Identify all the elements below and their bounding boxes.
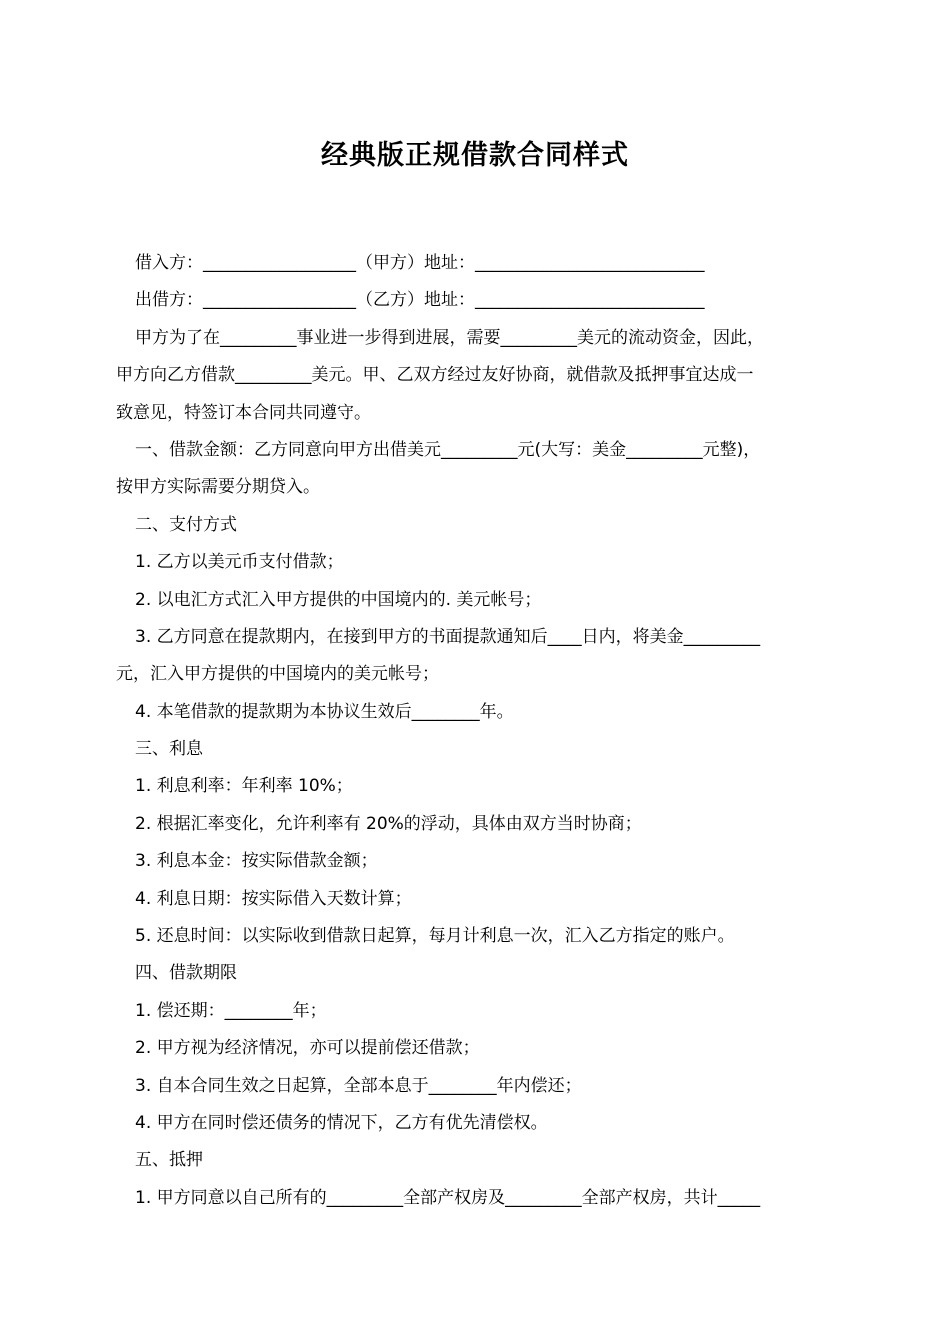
list-item: 2. 甲方视为经济情况，亦可以提前偿还借款；: [135, 1038, 480, 1059]
list-item: 1. 乙方以美元币支付借款；: [135, 552, 344, 573]
list-item: 1. 利息利率：年利率 10%；: [135, 776, 353, 797]
section-heading-mortgage: 五、抵押: [135, 1150, 203, 1171]
text-line-borrower: 借入方：__________________（甲方）地址：___________________________: [135, 253, 705, 273]
list-item: 4. 利息日期：按实际借入天数计算；: [135, 888, 412, 909]
text-line-preamble-1: 甲方为了在_________事业进一步得到进展，需要_________美元的流动资金，因此，: [135, 327, 764, 348]
list-item: 1. 偿还期：________年；: [135, 1000, 327, 1021]
text-line-loan-amount-cont: 按甲方实际需要分期贷入。: [116, 477, 320, 498]
section-heading-term: 四、借款期限: [135, 963, 237, 984]
text-line-preamble-3: 致意见，特签订本合同共同遵守。: [116, 402, 371, 423]
contract-body: [116, 245, 851, 1217]
list-item: 2. 以电汇方式汇入甲方提供的中国境内的. 美元帐号；: [135, 589, 542, 610]
list-item: 4. 本笔借款的提款期为本协议生效后________年。: [135, 701, 514, 722]
list-item: 3. 乙方同意在提款期内，在接到甲方的书面提款通知后____日内，将美金_________: [135, 626, 761, 647]
document-title: 经典版正规借款合同样式: [321, 140, 629, 171]
section-heading-interest: 三、利息: [135, 739, 203, 760]
text-line-preamble-2: 甲方向乙方借款_________美元。甲、乙双方经过友好协商，就借款及抵押事宜达成一: [116, 365, 754, 386]
list-item: 3. 利息本金：按实际借款金额；: [135, 851, 378, 872]
list-item: 5. 还息时间：以实际收到借款日起算，每月计利息一次，汇入乙方指定的账户。: [135, 926, 735, 947]
list-item: 1. 甲方同意以自己所有的_________全部产权房及_________全部产权房，共计_____: [135, 1187, 761, 1208]
list-item: 3. 自本合同生效之日起算，全部本息于________年内偿还；: [135, 1075, 582, 1096]
section-heading-payment: 二、支付方式: [135, 514, 237, 535]
list-item: 2. 根据汇率变化，允许利率有 20%的浮动，具体由双方当时协商；: [135, 813, 642, 834]
list-item-continuation: 元，汇入甲方提供的中国境内的美元帐号；: [116, 664, 439, 685]
section-heading-loan-amount: 一、借款金额：乙方同意向甲方出借美元_________元(大写：美金_________元整)，: [135, 439, 761, 460]
list-item: 4. 甲方在同时偿还债务的情况下，乙方有优先清偿权。: [135, 1112, 548, 1133]
text-line-lender: 出借方：__________________（乙方）地址：___________________________: [135, 290, 705, 311]
